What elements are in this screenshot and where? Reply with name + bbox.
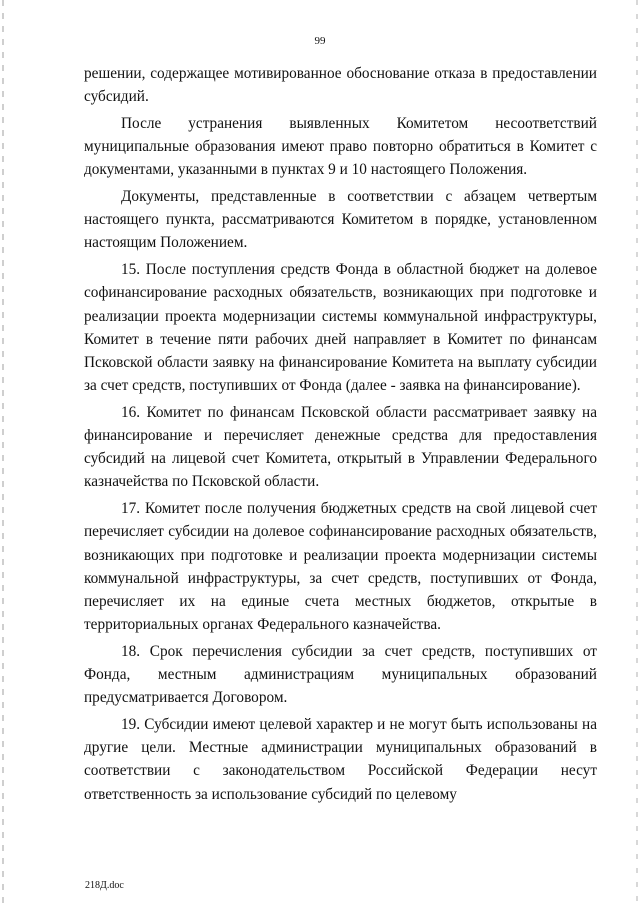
paragraph-documents: Документы, представленные в соответствии с абзацем четвертым настоящего пункта, рассматриваются Комитетом в порядке, установленном настоящим Положением. bbox=[84, 188, 597, 252]
scan-edge-right bbox=[636, 0, 638, 905]
page-number: 99 bbox=[314, 35, 326, 47]
paragraph-16: 16. Комитет по финансам Псковской области рассматривает заявку на финансирование и перечисляет денежные средства для предоставления субсидий на лицевой счет Комитета, открытый в Управлении Федерального казначейства по Псковской области. bbox=[84, 403, 597, 491]
paragraph-resubmission: После устранения выявленных Комитетом несоответствий муниципальные образования имеют право повторно обратиться в Комитет с документами, указанными в пунктах 9 и 10 настоящего Положения. bbox=[84, 114, 597, 179]
paragraph-15: 15. После поступления средств Фонда в областной бюджет на долевое софинансирование расходных обязательств, возникающих при подготовке и реализации проекта модернизации системы коммунальной инфраструктуры, Комитет в течение пяти рабочих дней направляет в Комитет по финансам Псковской области заявку на финансирование Комитета на выплату субсидии за счет средств, поступивших от Фонда (далее - заявка на финансирование). bbox=[84, 261, 597, 395]
document-body bbox=[84, 62, 597, 806]
paragraph-18: 18. Срок перечисления субсидии за счет средств, поступивших от Фонда, местным администрациям муниципальных образований предусматривается Договором. bbox=[84, 642, 597, 707]
scan-edge-left bbox=[2, 0, 4, 905]
paragraph-17: 17. Комитет после получения бюджетных средств на свой лицевой счет перечисляет субсидии на долевое софинансирование расходных обязательств, возникающих при подготовке и реализации проекта модернизации системы коммунальной инфраструктуры, за счет средств, поступивших от Фонда, перечисляет их на единые счета местных бюджетов, открытые в территориальных органах Федерального казначейства. bbox=[84, 500, 597, 634]
footer-filename: 218Д.doc bbox=[85, 880, 124, 891]
paragraph-continuation: решении, содержащее мотивированное обоснование отказа в предоставлении субсидий. bbox=[84, 65, 597, 106]
paragraph-19: 19. Субсидии имеют целевой характер и не могут быть использованы на другие цели. Местные администрации муниципальных образований в соответствии с законодательством Российской Федерации несут ответственность за использование субсидий по целевому bbox=[84, 715, 597, 803]
